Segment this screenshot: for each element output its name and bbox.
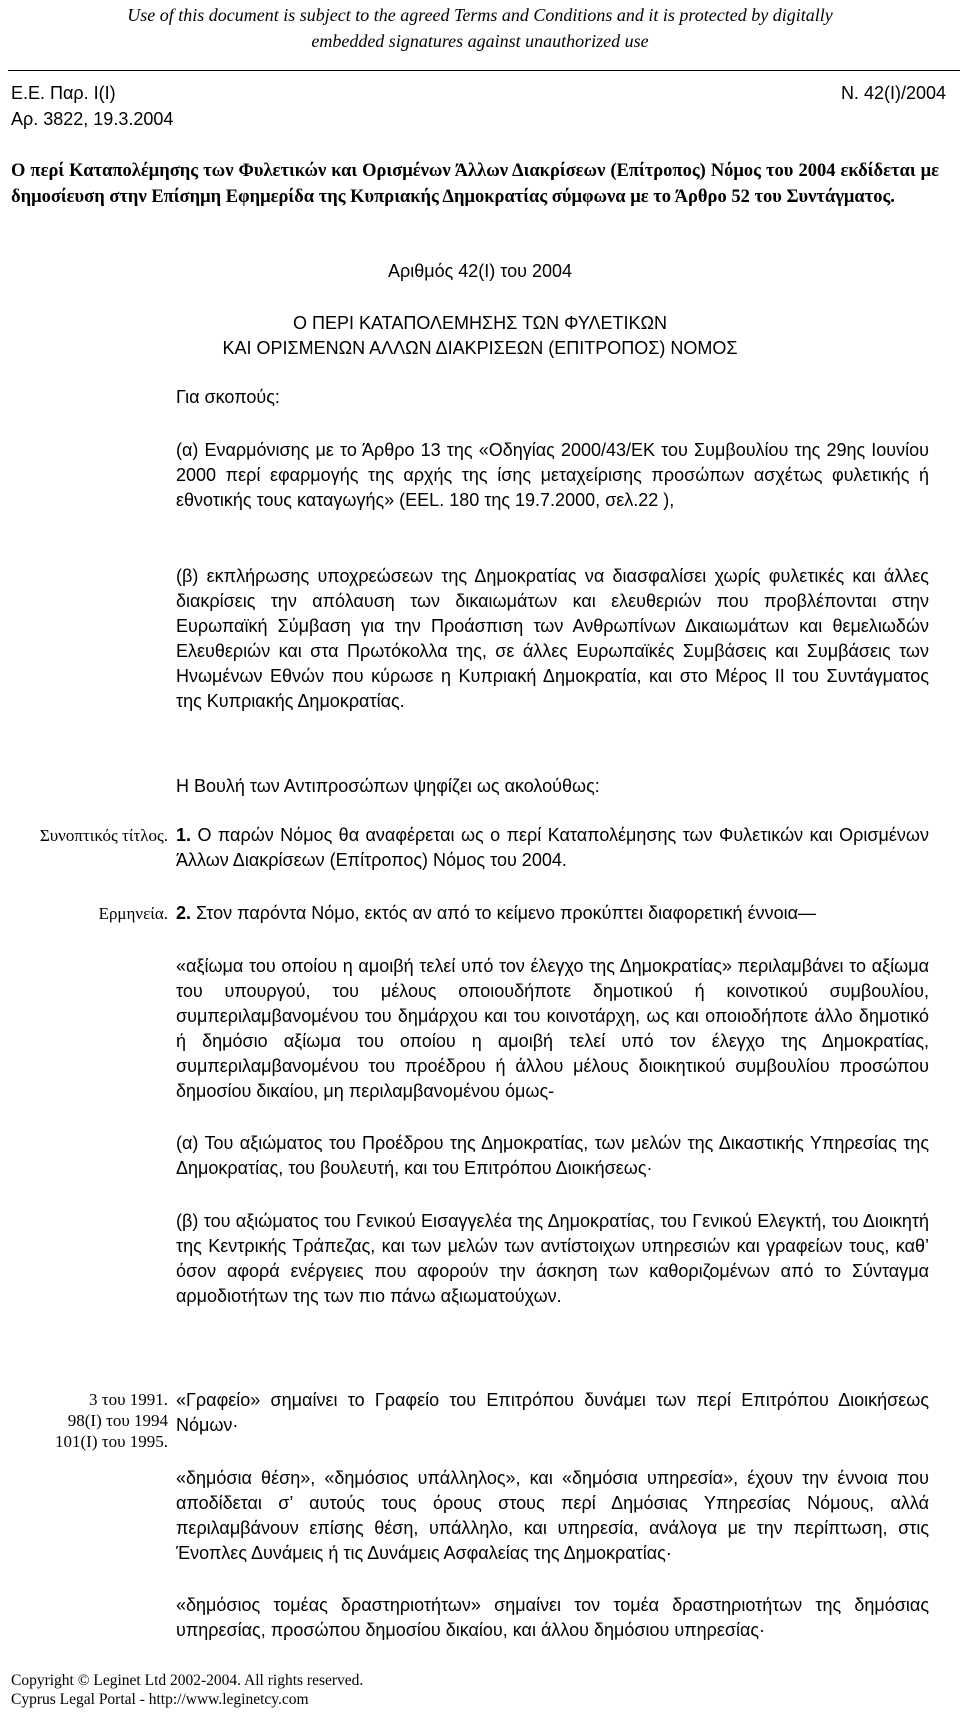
banner-line-2: embedded signatures against unauthorized use	[311, 31, 649, 51]
section-2	[176, 901, 929, 926]
page-footer	[11, 1671, 363, 1709]
header-divider	[8, 70, 960, 71]
marginal-law-2: 98(Ι) του 1994	[67, 1411, 168, 1430]
preamble-intro: Για σκοπούς:	[176, 387, 280, 407]
usage-banner	[0, 0, 960, 62]
marginal-note-interpretation: Ερμηνεία.	[98, 904, 168, 923]
definition-bureau: «Γραφείο» σημαίνει το Γραφείο του Επιτρόπου δυνάμει των περί Επιτρόπου Διοικήσεως Νόμων·	[176, 1390, 929, 1435]
footer-portal: Cyprus Legal Portal - http://www.leginetcy.com	[11, 1691, 309, 1708]
enactment-formula: Η Βουλή των Αντιπροσώπων ψηφίζει ως ακολούθως:	[176, 776, 600, 796]
definition-public-sector: «δημόσιος τομέας δραστηριοτήτων» σημαίνει τον τομέα δραστηριοτήτων της δημόσιας υπηρεσίας, προσώπου δημοσίου δικαίου, και άλλου δημόσιου υπηρεσίας·	[176, 1595, 929, 1640]
section-2-text: Στον παρόντα Νόμο, εκτός αν από το κείμενο προκύπτει διαφορετική έννοια—	[196, 903, 817, 923]
section-2-number: 2.	[176, 903, 192, 923]
definition-office: «αξίωμα του οποίου η αμοιβή τελεί υπό τον έλεγχο της Δημοκρατίας» περιλαμβάνει το αξίωμα του υπουργού, του μέλους οποιουδήποτε δημοτικού ή κοινοτικού συμβουλίου, συμπεριλαμβανομένου του δημάρχου και του κοινοτάρχη, ως και οποιοδήποτε άλλο δημοτικό ή δημόσιο αξίωμα του οποίου η αμοιβή τελεί υπό τον έλεγχο της Δημοκρατίας, συμπεριλαμβανομένου του προέδρου ή άλλου μέλους διοικητικού συμβουλίου προσώπου δημοσίου δικαίου, μη περιλαμβανομένου όμως-	[176, 956, 929, 1101]
definition-office-exception-b: (β) του αξιώματος του Γενικού Εισαγγελέα της Δημοκρατίας, του Γενικού Ελεγκτή, του Διοικητή της Κεντρικής Τράπεζας, και των μελών των αντίστοιχων υπηρεσιών και γραφείων τους, καθ’ όσον αφορά ενέργειες που αφορούν την άσκηση των καθοριζομένων από το Σύνταγμα αρμοδιοτήτων της των πιο πάνω αξιωματούχων.	[176, 1211, 929, 1306]
marginal-note-laws	[0, 1389, 168, 1452]
definition-public-post: «δημόσια θέση», «δημόσιος υπάλληλος», και «δημόσια υπηρεσία», έχουν την έννοια που αποδίδεται σ’ αυτούς τους όρους στους περί Δημόσιας Υπηρεσίας Νόμους, αλλά περιλαμβάνουν επίσης θέση, υπάλληλο, και υπηρεσία, ανάλογα με την περίπτωση, στις Ένοπλες Δυνάμεις ή τις Δυνάμεις Ασφαλείας της Δημοκρατίας·	[176, 1468, 929, 1563]
law-title	[0, 311, 960, 361]
law-title-line-2: ΚΑΙ ΟΡΙΣΜΕΝΩΝ ΑΛΛΩΝ ΔΙΑΚΡΙΣΕΩΝ (ΕΠΙΤΡΟΠΟΣ) ΝΟΜΟΣ	[222, 338, 738, 358]
section-1-text: Ο παρών Νόμος θα αναφέρεται ως ο περί Καταπολέμησης των Φυλετικών και Ορισμένων Άλλων Διακρίσεων (Επίτροπος) Νόμος του 2004.	[176, 825, 929, 870]
marginal-law-3: 101(Ι) του 1995.	[55, 1432, 168, 1451]
section-1	[176, 823, 929, 873]
gazette-reference	[11, 80, 173, 132]
gazette-issue: Αρ. 3822, 19.3.2004	[11, 109, 174, 129]
marginal-note-short-title: Συνοπτικός τίτλος.	[39, 826, 168, 845]
law-number: Αριθμός 42(Ι) του 2004	[387, 261, 573, 281]
preamble-item-a: (α) Εναρμόνισης με το Άρθρο 13 της «Οδηγίας 2000/43/ΕΚ του Συμβουλίου της 29ης Ιουνίου 2000 περί εφαρμογής της αρχής της ίσης μεταχείρισης προσώπων ασχέτως φυλετικής ή εθνοτικής τους καταγωγής» (ΕΕL. 180 της 19.7.2000, σελ.22 ),	[176, 440, 929, 510]
law-title-line-1: Ο ΠΕΡΙ ΚΑΤΑΠΟΛΕΜΗΣΗΣ ΤΩΝ ΦΥΛΕΤΙΚΩΝ	[292, 313, 668, 333]
marginal-law-1: 3 του 1991.	[89, 1390, 168, 1409]
banner-line-1: Use of this document is subject to the agreed Terms and Conditions and it is protected by digitally	[127, 5, 833, 25]
law-reference: Ν. 42(Ι)/2004	[840, 83, 946, 103]
section-1-number: 1.	[176, 825, 192, 845]
footer-copyright: Copyright © Leginet Ltd 2002-2004. All rights reserved.	[11, 1672, 364, 1689]
definition-office-exception-a: (α) Του αξιώματος του Προέδρου της Δημοκρατίας, των μελών της Δικαστικής Υπηρεσίας της Δημοκρατίας, του βουλευτή, και του Επιτρόπου Διοικήσεως·	[176, 1133, 929, 1178]
preamble-item-b: (β) εκπλήρωσης υποχρεώσεων της Δημοκρατίας να διασφαλίσει χωρίς φυλετικές και άλλες διακρίσεις την απόλαυση των δικαιωμάτων και ελευθεριών που προβλέπονται στην Ευρωπαϊκή Σύμβαση για την Προάσπιση των Ανθρωπίνων Δικαιωμάτων και θεμελιωδών Ελευθεριών και στα Πρωτόκολλα της, σε άλλες Ευρωπαϊκές Συμβάσεις και Συμβάσεις των Ηνωμένων Εθνών που κύρωσε η Κυπριακή Δημοκρατία, και στο Μέρος ΙΙ του Συντάγματος της Κυπριακής Δημοκρατίας.	[176, 566, 929, 711]
gazette-part: Ε.Ε. Παρ. Ι(Ι)	[11, 83, 116, 103]
publication-notice: Ο περί Καταπολέμησης των Φυλετικών και Ορισμένων Άλλων Διακρίσεων (Επίτροπος) Νόμος του 2004 εκδίδεται με δημοσίευση στην Επίσημη Εφημερίδα της Κυπριακής Δημοκρατίας σύμφωνα με το Άρθρο 52 του Συντάγματος.	[11, 161, 939, 207]
